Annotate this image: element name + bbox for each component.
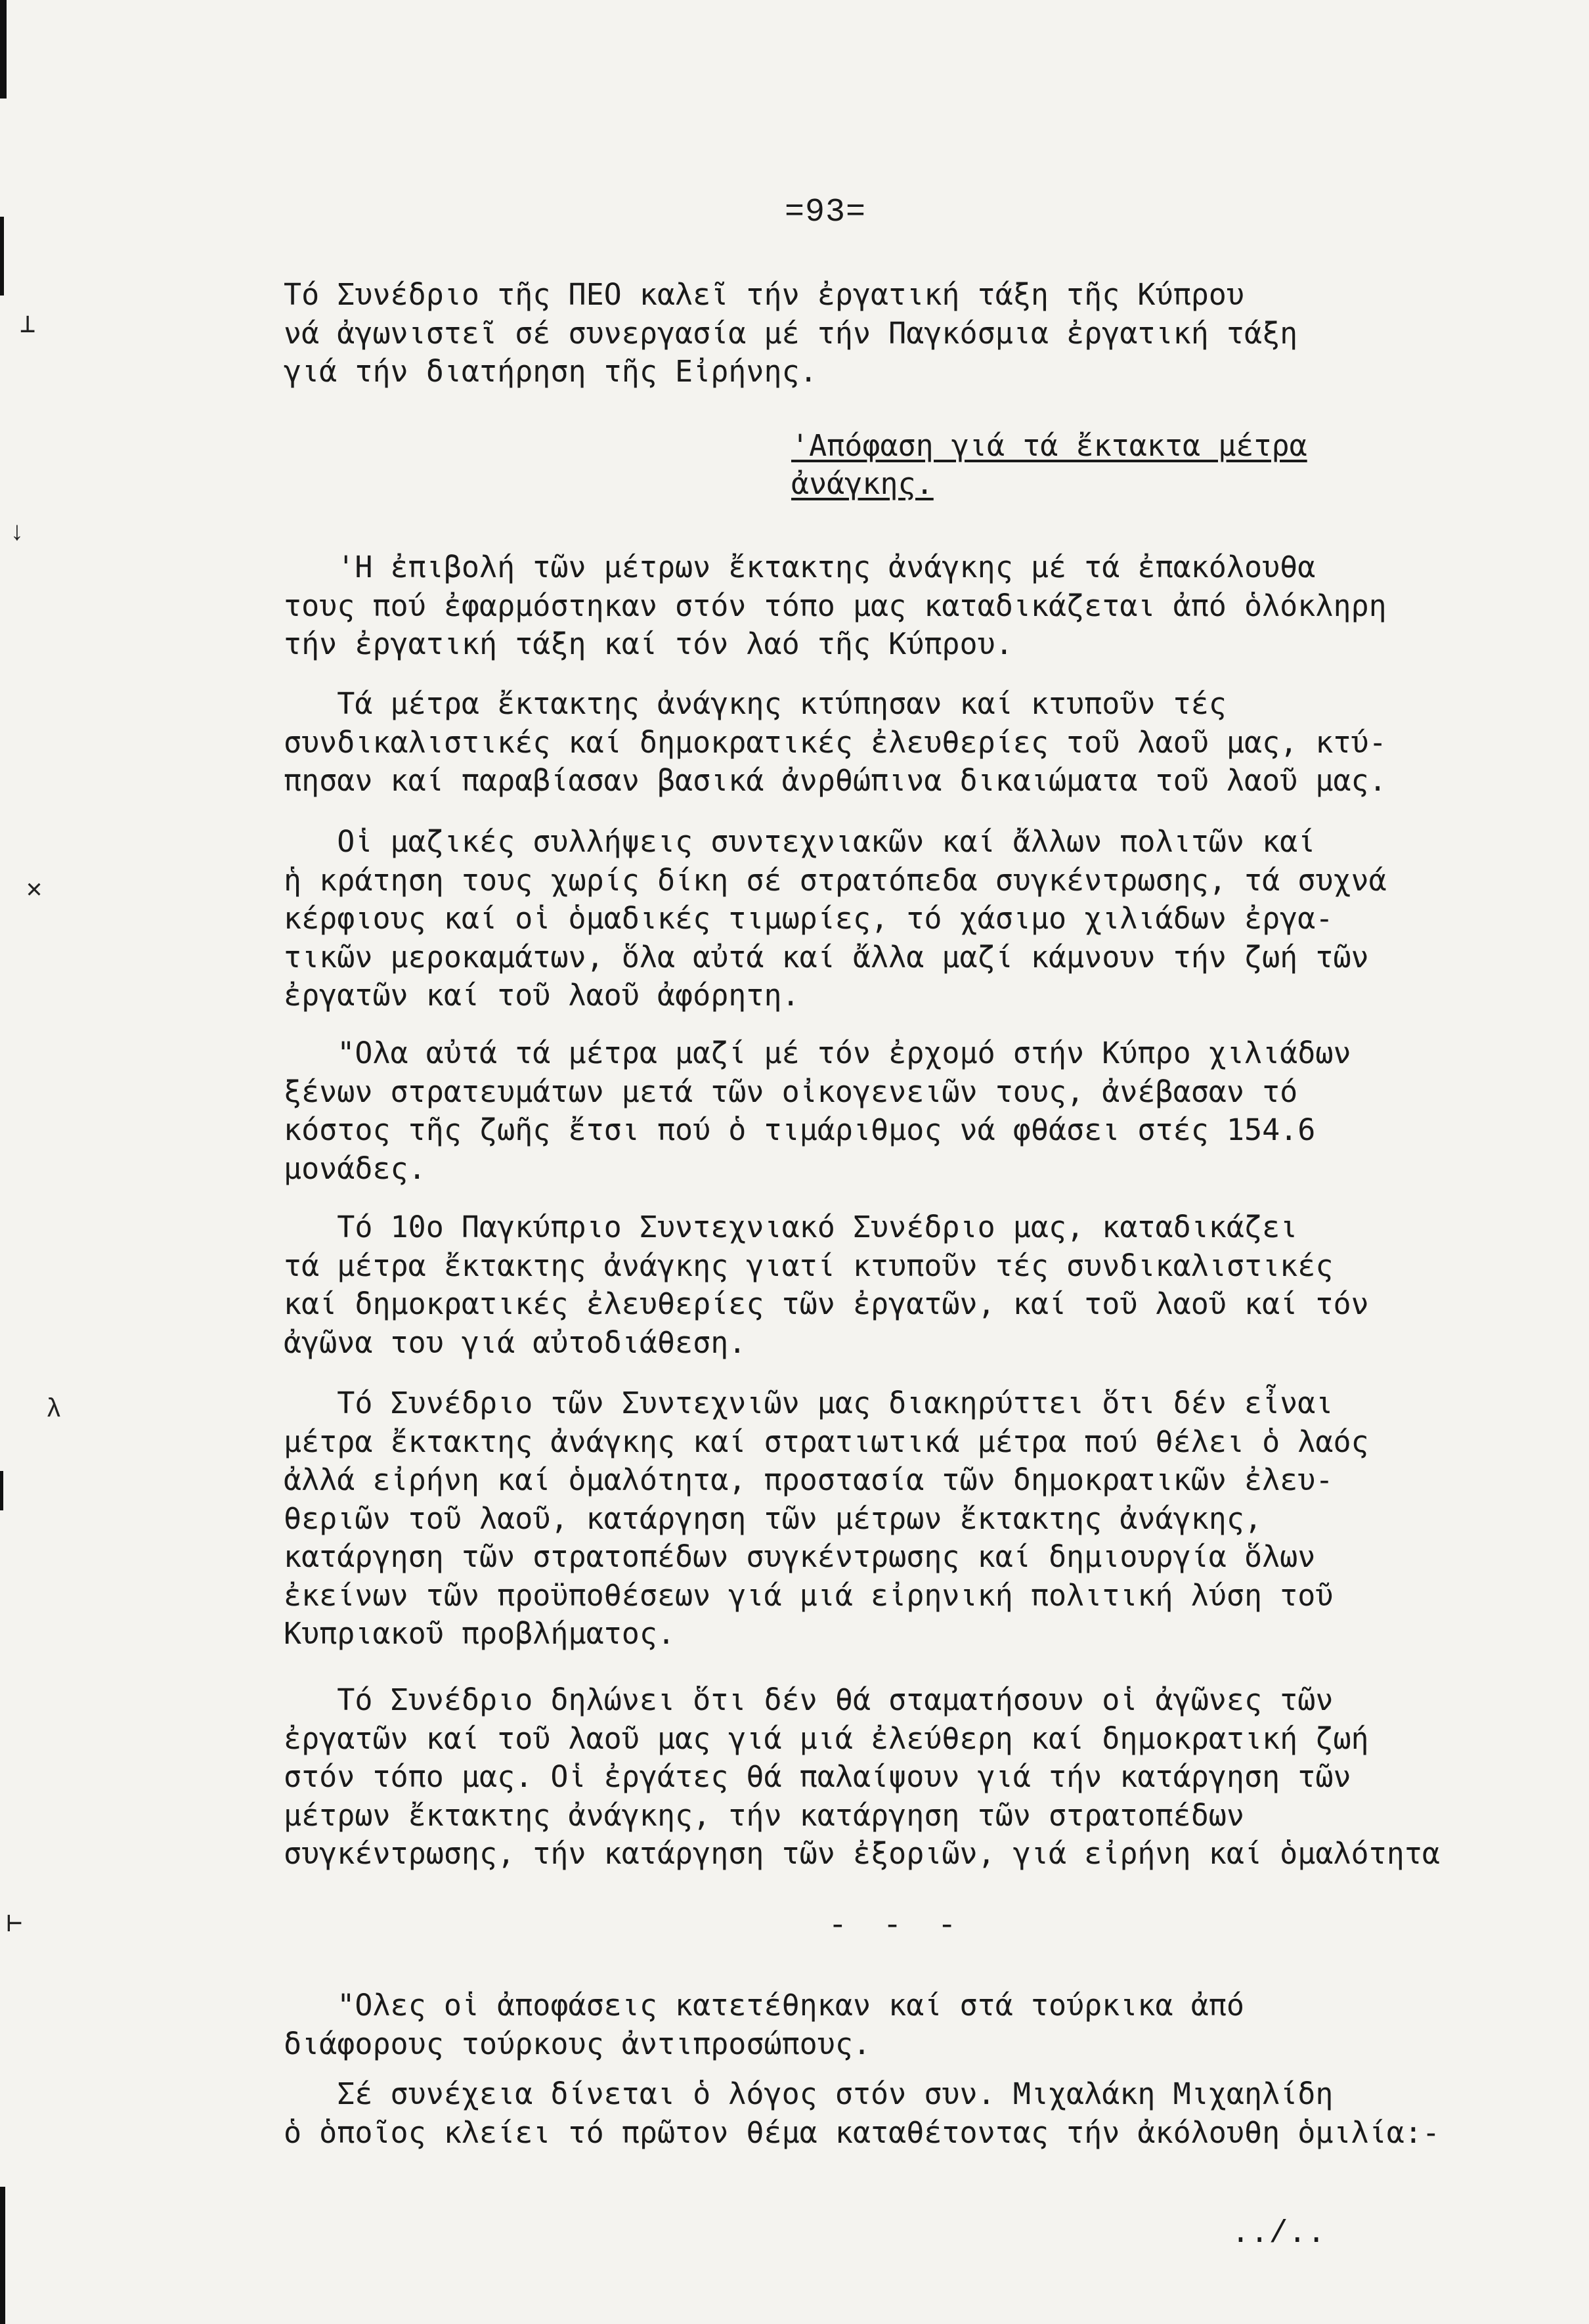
margin-mark: ⊥ <box>20 311 36 341</box>
paragraph-peace: Τό Συνέδριο τῆς ΠΕΟ καλεῖ τήν ἐργατική τάξη τῆς Κύπρου νά ἀγωνιστεῖ σέ συνεργασία μέ τήν Παγκόσμια ἐργατική τάξη γιά τήν διατήρηση τῆς Εἰρήνης. <box>284 277 1298 389</box>
scan-edge-artifact <box>0 1471 3 1510</box>
paragraph-condemnation: Τό 10ο Παγκύπριο Συντεχνιακό Συνέδριο μας, καταδικάζει τά μέτρα ἔκτακτης ἀνάγκης γιατί κτυποῦν τές συνδικαλιστικές καί δημοκρατικές ἐλευθερίες τῶν ἐργατῶν, καί τοῦ λαοῦ καί τόν ἀγῶνα του γιά αὐτοδιάθεση. <box>284 1210 1369 1360</box>
page-number: =93= <box>785 194 867 231</box>
margin-mark: ⊢ <box>7 1910 23 1940</box>
paragraph-emergency-measures: 'Η ἐπιβολή τῶν μέτρων ἔκτακτης ἀνάγκης μέ τά ἐπακόλουθα τους πού ἐφαρμόστηκαν στόν τόπο μας καταδικάζεται ἀπό ὁλόκληρη τήν ἐργατική τάξη καί τόν λαό τῆς Κύπρου. <box>284 550 1387 661</box>
paragraph-arrests: Οἱ μαζικές συλλήψεις συντεχνιακῶν καί ἄλλων πολιτῶν καί ἡ κράτηση τους χωρίς δίκη σέ στρατόπεδα συγκέντρωσης, τά συχνά κέρφιους καί οἱ ὁμαδικές τιμωρίες, τό χάσιμο χιλιάδων ἐργα- τικῶν μεροκαμάτων, ὅλα αὐτά καί ἄλλα μαζί κάμνουν τήν ζωή τῶν ἐργατῶν καί τοῦ λαοῦ ἀφόρητη. <box>284 824 1387 1013</box>
paragraph-struggle: Τό Συνέδριο δηλώνει ὅτι δέν θά σταματήσουν οἱ ἀγῶνες τῶν ἐργατῶν καί τοῦ λαοῦ μας γιά μιά ἐλεύθερη καί δημοκρατική ζωή στόν τόπο μας. Οἱ ἐργάτες θά παλαίψουν γιά τήν κατάργηση τῶν μέτρων ἔκτακτης ἀνάγκης, τήν κατάργηση τῶν στρατοπέδων συγκέντρωσης, τήν κατάργηση τῶν ἐξοριῶν, γιά εἰρήνη καί ὁμαλότητα <box>284 1682 1440 1871</box>
section-separator: - - - <box>829 1909 966 1943</box>
paragraph-cost-of-living: "Ολα αὐτά τά μέτρα μαζί μέ τόν ἐρχομό στήν Κύπρο χιλιάδων ξένων στρατευμάτων μετά τῶν οἰκογενειῶν τους, ἀνέβασαν τό κόστος τῆς ζωῆς ἔτσι πού ὁ τιμάριθμος νά φθάσει στές 154.6 μονάδες. <box>284 1036 1351 1186</box>
paragraph-freedoms: Τά μέτρα ἔκτακτης ἀνάγκης κτύπησαν καί κτυποῦν τές συνδικαλιστικές καί δημοκρατικές ἐλευθερίες τοῦ λαοῦ μας, κτύ- πησαν καί παραβίασαν βασικά ἀνρθώπινα δικαιώματα τοῦ λαοῦ μας. <box>284 686 1387 798</box>
scan-edge-artifact <box>0 0 7 99</box>
continuation-mark: ../.. <box>1231 2216 1326 2252</box>
paragraph-declaration: Τό Συνέδριο τῶν Συντεχνιῶν μας διακηρύττει ὅτι δέν εἶναι μέτρα ἔκτακτης ἀνάγκης καί στρατιωτικά μέτρα πού θέλει ὁ λαός ἀλλά εἰρήνη καί ὁμαλότητα, προστασία τῶν δημοκρατικῶν ἐλευ- θεριῶν τοῦ λαοῦ, κατάργηση τῶν μέτρων ἔκτακτης ἀνάγκης, κατάργηση τῶν στρατοπέδων συγκέντρωσης καί δημιουργία ὅλων ἐκείνων τῶν προϋποθέσεων γιά μιά εἰρηνική πολιτική λύση τοῦ Κυπριακοῦ προβλήματος. <box>284 1386 1369 1651</box>
margin-mark: ↓ <box>9 519 26 548</box>
section-heading: 'Απόφαση γιά τά ἔκτακτα μέτρα ἀνάγκης. <box>791 428 1307 501</box>
margin-mark: λ <box>46 1395 62 1425</box>
scan-edge-artifact <box>0 2187 5 2324</box>
paragraph-next-speaker: Σέ συνέχεια δίνεται ὁ λόγος στόν συν. Μιχαλάκη Μιχαηλίδη ὁ ὁποῖος κλείει τό πρῶτον θέμα καταθέτοντας τήν ἀκόλουθη ὁμιλία:- <box>284 2076 1440 2150</box>
scan-edge-artifact <box>0 217 4 296</box>
margin-mark: ✕ <box>26 876 43 906</box>
paragraph-turkish-submission: "Ολες οἱ ἀποφάσεις κατετέθηκαν καί στά τούρκικα ἀπό διάφορους τούρκους ἀντιπροσώπους. <box>284 1988 1244 2061</box>
